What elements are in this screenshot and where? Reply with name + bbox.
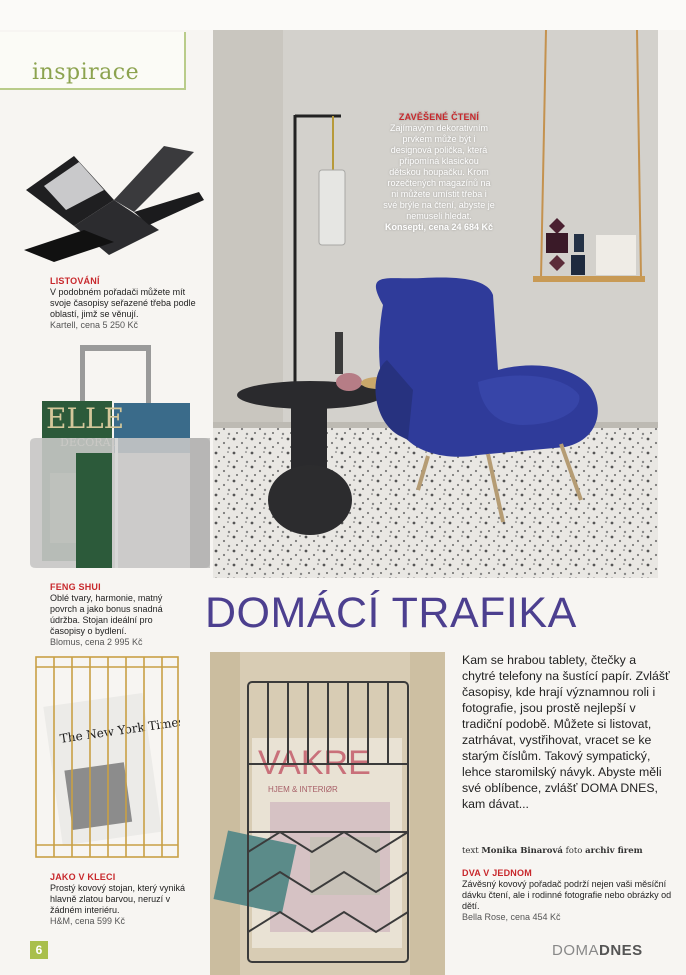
caption-text: Zajímavým dekorativním prvkem může být i designová polička, která připomíná klasickou dětskou houpačku. Krom rozečtených magazínů na ni můžete umístit třeba i své brýle na čtení, abyste je nemuseli hledat. (383, 123, 495, 221)
caption-text: V podobném pořadači můžete mít svoje časopisy seřazené třeba podle oblastí, jimž se věnují. (50, 287, 196, 319)
vakre-cover-title: VAKRE (258, 744, 371, 782)
credit-author: Monika Binarová (481, 846, 563, 856)
caption-title: DVA V JEDNOM (462, 868, 532, 878)
caption-price: Blomus, cena 2 995 Kč (50, 637, 143, 647)
caption-jako-v-kleci (50, 872, 200, 927)
main-photo-armchair (213, 30, 658, 578)
section-label-box (0, 32, 186, 90)
credit-photo-label: foto (565, 846, 583, 856)
caption-dva-v-jednom (462, 868, 672, 923)
elle-cover-title: ELLE (46, 402, 125, 435)
caption-title: ZAVĚŠENÉ ČTENÍ (398, 112, 480, 122)
caption-zavesene-cteni (383, 112, 495, 233)
caption-price: Bella Rose, cena 454 Kč (462, 912, 561, 922)
credit-photo: archiv firem (585, 846, 643, 856)
credit-line (462, 846, 672, 856)
page-number: 6 (30, 941, 48, 959)
caption-text: Prostý kovový stojan, který vyniká hlavně zlatou barvou, neruzí v žádném interiéru. (50, 883, 186, 915)
hm-wire-stand-illustration (34, 655, 180, 860)
caption-text: Oblé tvary, harmonie, matný povrch a jako bonus snadná údržba. Stojan ideální pro časopisy o bydlení. (50, 593, 163, 636)
kartell-rack-illustration (14, 130, 209, 270)
blomus-stand-illustration (30, 343, 210, 568)
magazine-logo (552, 942, 643, 959)
caption-price: H&M, cena 599 Kč (50, 916, 126, 926)
bottom-photo-wire-organizer (210, 652, 445, 975)
caption-title: FENG SHUI (50, 582, 101, 592)
section-label: inspirace (32, 60, 140, 85)
intro-paragraph: Kam se hrabou tablety, čtečky a chytré telefony na šustící papír. Zvlášť časopisy, kde hrají významnou roli i fotografie, jsou prostě nejlepší v tradiční podobě. Můžete si listovat, zatrhávat, vystřihovat, vracet se ke starým číslům. Takový sympatický, lehce staromilský návyk. Abyste měli své oblíbence, zvlášť DOMA DNES, kam dávat... (462, 653, 670, 811)
top-margin (0, 0, 686, 30)
caption-feng-shui (50, 582, 190, 648)
nyt-cover-title: The New York Times (58, 714, 180, 746)
headline: DOMÁCÍ TRAFIKA (205, 589, 577, 637)
caption-title: JAKO V KLECI (50, 872, 116, 882)
caption-title: LISTOVÁNÍ (50, 276, 100, 286)
caption-price: Kartell, cena 5 250 Kč (50, 320, 139, 330)
credit-text-label: text (462, 846, 479, 856)
vakre-cover-subtitle: HJEM & INTERIØR (268, 785, 338, 794)
caption-listovani (50, 276, 200, 331)
caption-price: Konsepti, cena 24 684 Kč (384, 222, 494, 232)
caption-text: Závěsný kovový pořadač podrží nejen vaši měsíční dávku čtení, ale i rodinné fotografie nebo obrázky od dětí. (462, 879, 672, 911)
logo-part-doma: DOMA (552, 942, 599, 959)
logo-part-dnes: DNES (599, 942, 643, 959)
